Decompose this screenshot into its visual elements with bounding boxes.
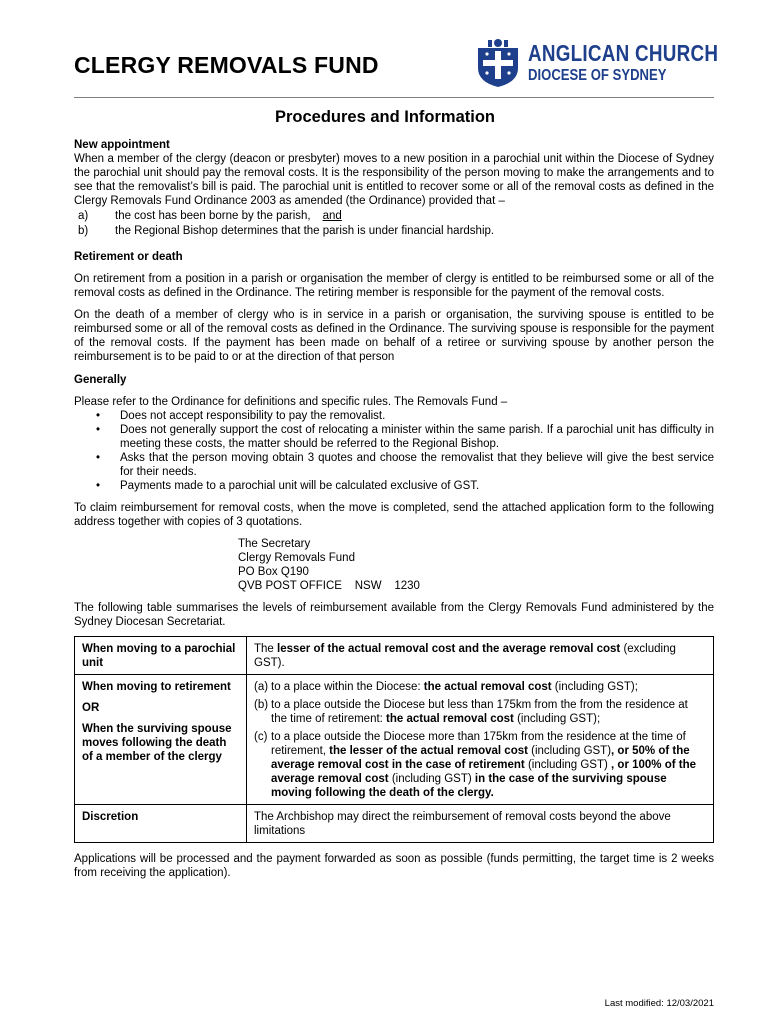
option-b: (b) to a place outside the Diocese but less than 175km from the from the residence at the time of retirement: the actual removal cost (including GST); — [254, 699, 688, 725]
generally-heading: Generally — [74, 374, 127, 386]
page-subtitle: Procedures and Information — [274, 108, 496, 126]
table-row — [75, 805, 714, 843]
retirement-paragraph: On retirement from a position in a parish or organisation the member of clergy is entitled to be reimbursed some or all of the removal costs as defined in the Ordinance. The retiring member is responsible for the payment of the removal costs. — [74, 273, 714, 299]
new-appointment-text: When a member of the clergy (deacon or presbyter) moves to a new position in a parochial unit within the Diocese of Sydney the parochial unit should pay the removal costs. It is the responsibility of the person moving to make the arrangements and to see that the removalist’s bill is paid. The parochial unit is entitled to recover some or all of the removal costs as defined in the Clergy Removals Fund Ordinance 2003 as amended (the Ordinance) provided that – — [74, 153, 714, 207]
new-appointment-heading: New appointment — [74, 139, 170, 151]
list-item: a) the cost has been borne by the parish, and — [78, 210, 342, 222]
claim-paragraph: To claim reimbursement for removal costs, when the move is completed, send the attached application form to the following address together with copies of 3 quotations. — [74, 502, 714, 528]
logo-line-2: DIOCESE OF SYDNEY — [528, 67, 667, 84]
table-intro: The following table summarises the levels of reimbursement available from the Clergy Removals Fund administered by the Sydney Diocesan Secretariat. — [74, 602, 714, 628]
and-link-text: and — [322, 210, 342, 222]
postal-address: The Secretary Clergy Removals Fund PO Box Q190 QVB POST OFFICE NSW 1230 — [238, 538, 420, 592]
table-cell-value: The Archbishop may direct the reimbursement of removal costs beyond the above limitations — [247, 805, 714, 843]
list-item: • Does not accept responsibility to pay the removalist. — [96, 410, 386, 422]
table-cell-value — [247, 675, 714, 805]
removals-fund-bullets — [74, 409, 714, 493]
list-item: • Asks that the person moving obtain 3 quotes and choose the removalist that they believe will give the best service for their needs. — [96, 452, 714, 478]
reimbursement-table — [74, 636, 714, 843]
list-item: b) the Regional Bishop determines that the parish is under financial hardship. — [78, 225, 495, 237]
retirement-heading: Retirement or death — [74, 251, 183, 263]
list-item: • Does not generally support the cost of relocating a minister within the same parish. If a parochial unit has difficulty in meeting these costs, the matter should be referred to the Regional Bishop. — [96, 424, 714, 450]
last-modified-footer: Last modified: 12/03/2021 — [604, 998, 714, 1009]
diocese-crest-icon — [474, 38, 522, 88]
death-paragraph: On the death of a member of clergy who is in service in a parish or organisation, the surviving spouse is entitled to be reimbursed some or all of the removal costs as defined in the Ordinance. The surviving spouse is responsible for the payment of the removal costs. If the payment has been made on behalf of a retiree or surviving spouse by another person the reimbursement is to be paid to or at the direction of that person — [74, 309, 714, 363]
document-title: CLERGY REMOVALS FUND — [74, 52, 379, 78]
option-a: (a) to a place within the Diocese: the actual removal cost (including GST); — [254, 681, 638, 693]
table-cell-label: Discretion — [75, 805, 247, 843]
table-cell-label: When moving to a parochial unit — [75, 637, 247, 675]
anglican-church-logo — [474, 38, 719, 88]
table-row — [75, 637, 714, 675]
conditions-list — [74, 209, 714, 239]
header-divider — [74, 97, 714, 98]
option-c: (c) to a place outside the Diocese more than 175km from the residence at the time of retirement, the lesser of the actual removal cost (including GST), or 50% of the average removal cost in the case of retirement (including GST) , or 100% of the average removal cost (including GST) in the case of the surviving spouse moving following the death of the clergy. — [254, 731, 697, 799]
table-row — [75, 675, 714, 805]
list-item: • Payments made to a parochial unit will be calculated exclusive of GST. — [96, 480, 480, 492]
table-cell-value: The lesser of the actual removal cost and the average removal cost (excluding GST). — [247, 637, 714, 675]
logo-line-1: ANGLICAN CHURCH — [528, 40, 719, 66]
closing-paragraph: Applications will be processed and the payment forwarded as soon as possible (funds permitting, the target time is 2 weeks from receiving the application). — [74, 853, 714, 879]
table-cell-label: When moving to retirement OR When the surviving spouse moves following the death of a member of the clergy — [75, 675, 247, 805]
document-body — [74, 138, 714, 880]
generally-intro: Please refer to the Ordinance for definitions and specific rules. The Removals Fund – — [74, 396, 508, 408]
